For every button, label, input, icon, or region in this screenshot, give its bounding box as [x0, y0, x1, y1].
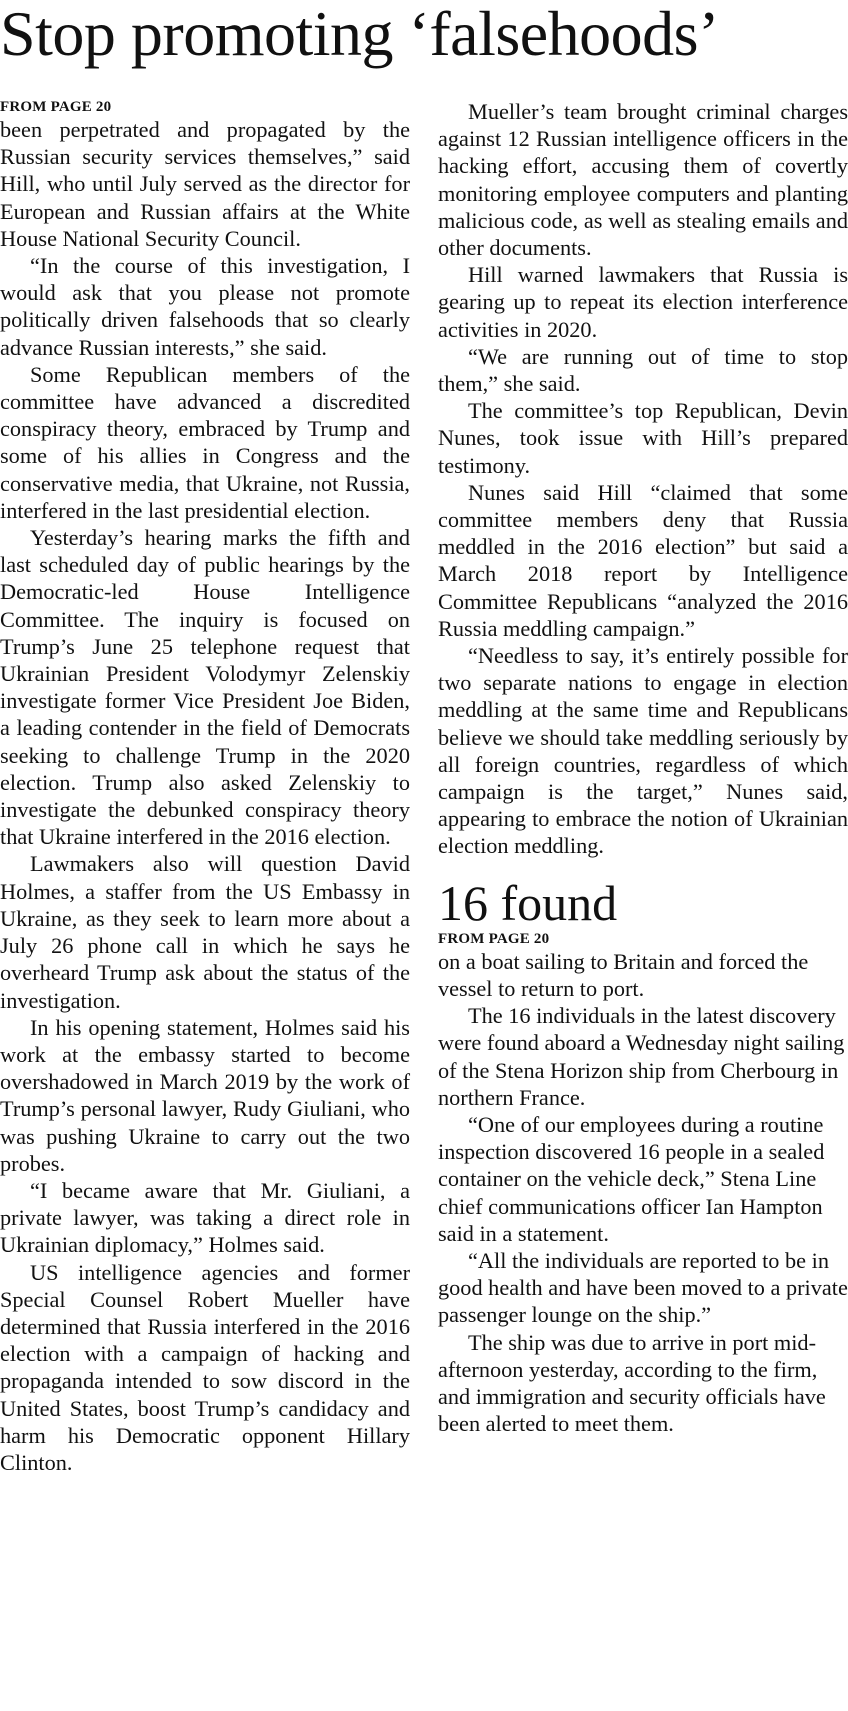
- second-article-headline: 16 found: [438, 874, 618, 931]
- body-paragraph: Hill warned lawmakers that Russia is gearing up to repeat its election interference activities in 2020.: [438, 262, 848, 342]
- body-paragraph: “In the course of this investigation, I would ask that you please not promote politically driven falsehoods that so clearly advance Russian interests,” she said.: [0, 253, 410, 360]
- body-paragraph: The committee’s top Republican, Devin Nunes, took issue with Hill’s prepared testimony.: [438, 398, 848, 478]
- body-paragraph: The ship was due to arrive in port mid-afternoon yesterday, according to the firm, and immigration and security officials have been alerted to meet them.: [438, 1329, 826, 1437]
- body-paragraph: Yesterday’s hearing marks the fifth and last scheduled day of public hearings by the Democratic-led House Intelligence Committee. The inquiry is focused on Trump’s June 25 telephone request that Ukrainian President Volodymyr Zelenskiy investigate former Vice President Joe Biden, a leading contender in the field of Democrats seeking to challenge Trump in the 2020 election. Trump also asked Zelenskiy to investigate the debunked conspiracy theory that Ukraine interfered in the 2016 election.: [0, 525, 410, 850]
- body-paragraph: on a boat sailing to Britain and forced the vessel to return to port.: [438, 948, 809, 1001]
- body-paragraph: “One of our employees during a routine inspection discovered 16 people in a sealed container on the vehicle deck,” Stena Line chief communications officer Ian Hampton said in a statement.: [438, 1111, 825, 1246]
- body-paragraph: Nunes said Hill “claimed that some committee members deny that Russia meddled in the 2016 election” but said a March 2018 report by Intelligence Committee Republicans “analyzed the 2016 Russia meddling campaign.”: [438, 479, 848, 641]
- from-page-label: FROM PAGE 20: [0, 99, 112, 115]
- article-right-column: [438, 98, 848, 1437]
- body-paragraph: “Needless to say, it’s entirely possible for two separate nations to engage in election meddling at the same time and Republicans believe we should take meddling seriously by all foreign countries, regardless of which campaign is the target,” Nunes said, appearing to embrace the notion of Ukrainian election meddling.: [438, 643, 848, 859]
- body-paragraph: “I became aware that Mr. Giuliani, a private lawyer, was taking a direct role in Ukrainian diplomacy,” Holmes said.: [0, 1177, 410, 1258]
- body-paragraph: “All the individuals are reported to be in good health and have been moved to a private passenger lounge on the ship.”: [438, 1247, 848, 1328]
- body-paragraph: Mueller’s team brought criminal charges against 12 Russian intelligence officers in the hacking effort, accusing them of covertly monitoring employee computers and planting malicious code, as well as stealing emails and other documents.: [438, 99, 848, 261]
- article-headline: Stop promoting ‘falsehoods’: [0, 0, 719, 69]
- article-left-column: [0, 98, 410, 1476]
- body-paragraph: Some Republican members of the committee have advanced a discredited conspiracy theory, embraced by Trump and some of his allies in Congress and the conservative media, that Ukraine, not Russia, interfered in the last presidential election.: [0, 361, 410, 523]
- body-paragraph: The 16 individuals in the latest discovery were found aboard a Wednesday night sailing of the Stena Horizon ship from Cherbourg in northern France.: [438, 1003, 845, 1110]
- body-paragraph: Lawmakers also will question David Holmes, a staffer from the US Embassy in Ukraine, as they seek to learn more about a July 26 phone call in which he says he overheard Trump ask about the status of the investigation.: [0, 851, 410, 1013]
- second-from-page-label: FROM PAGE 20: [438, 930, 550, 947]
- body-paragraph: US intelligence agencies and former Special Counsel Robert Mueller have determined that Russia interfered in the 2016 election with a campaign of hacking and propaganda intended to sow discord in the United States, boost Trump’s candidacy and harm his Democratic opponent Hillary Clinton.: [0, 1259, 410, 1475]
- body-paragraph: been perpetrated and propagated by the Russian security services themselves,” said Hill, who until July served as the director for European and Russian affairs at the White House National Security Council.: [0, 117, 410, 251]
- body-paragraph: “We are running out of time to stop them,” she said.: [438, 343, 848, 397]
- body-paragraph: In his opening statement, Holmes said his work at the embassy started to become overshadowed in March 2019 by the work of Trump’s personal lawyer, Rudy Giuliani, who was pushing Ukraine to carry out the two probes.: [0, 1014, 410, 1176]
